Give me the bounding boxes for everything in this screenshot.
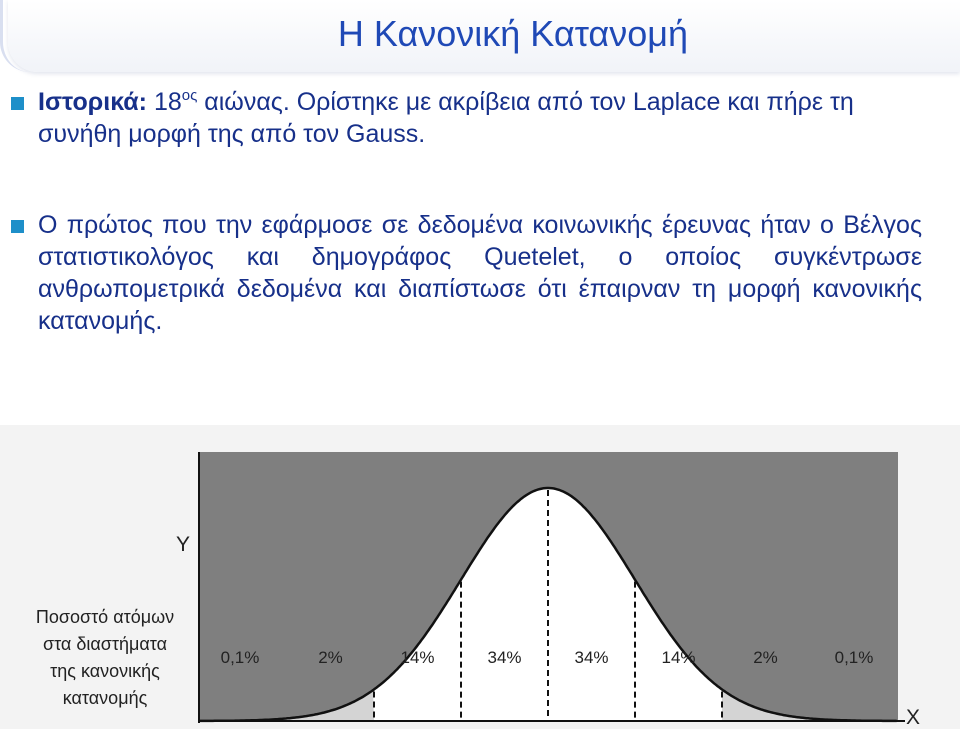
- normal-distribution-chart: [0, 425, 960, 729]
- paragraph-history: [38, 86, 938, 150]
- description-label: της κανονικής: [50, 661, 160, 681]
- century-suffix: ος: [181, 87, 198, 104]
- paragraph-quetelet: Ο πρώτος που την εφάρμοσε σε δεδομένα κοινωνικής έρευνας ήταν ο Βέλγος στατιστικολόγος και δημογράφος Quetelet, ο οποίος συγκέντρωσε ανθρωπομετρικά δεδομένα και διαπίστωσε ότι έπαιρναν τη μορφή κανονικής κατανομής.: [38, 211, 922, 335]
- title-bar: [0, 0, 960, 76]
- history-text: αιώνας. Ορίστηκε με ακρίβεια από τον Laplace και πήρε τη συνήθη μορφή της από τον Gauss.: [38, 88, 854, 148]
- century-number: 18: [153, 88, 182, 116]
- bullet-1-icon: [11, 97, 24, 110]
- interval-label: 34%: [487, 648, 522, 667]
- interval-label: 2%: [753, 648, 778, 667]
- interval-label: 34%: [574, 648, 609, 667]
- slide-title: Η Κανονική Κατανομή: [337, 13, 688, 54]
- y-axis-label: Y: [175, 533, 191, 556]
- interval-label: 0,1%: [220, 648, 260, 667]
- interval-label: 2%: [318, 648, 343, 667]
- x-axis-label: X: [905, 706, 921, 729]
- history-lead: Ιστορικά:: [38, 88, 147, 116]
- interval-label: 14%: [400, 648, 435, 667]
- description-label: κατανομής: [62, 688, 148, 708]
- description-label: Ποσοστό ατόμων: [35, 607, 175, 627]
- title-arc-decoration: [0, 0, 43, 72]
- interval-label: 14%: [661, 648, 696, 667]
- description-label: στα διαστήματα: [42, 634, 168, 654]
- bullet-2-icon: [11, 220, 24, 233]
- interval-label: 0,1%: [834, 648, 874, 667]
